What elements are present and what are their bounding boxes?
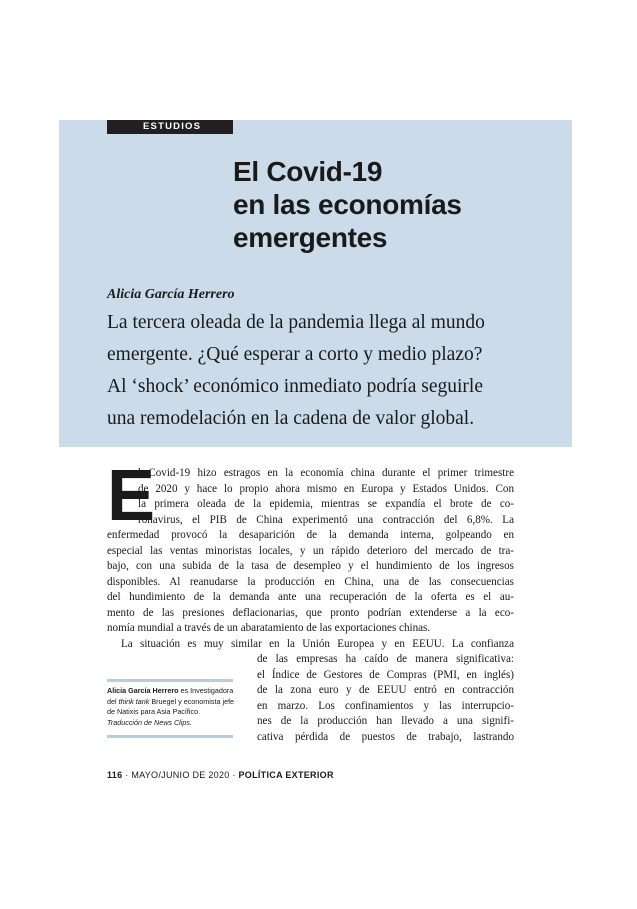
body-line: mento de las presiones deflacionarias, que pronto podrían extenderse a la eco- [107, 606, 514, 619]
bio-think-tank: think tank [118, 696, 150, 706]
article-title [233, 155, 563, 254]
title-line: El Covid-19 [233, 156, 383, 187]
issue-date: · MAYO/JUNIO DE 2020 · [122, 770, 239, 780]
title-line: emergentes [233, 222, 388, 253]
translation-credit: Traducción de News Clips. [107, 717, 192, 727]
body-line: La situación es muy similar en la Unión Europea y en EEUU. La confianza [121, 637, 514, 650]
section-tag: ESTUDIOS [107, 120, 233, 134]
body-line: disponibles. Al reanudarse la producción en China, una de las consecuencias [107, 575, 514, 588]
sidebar-rule-bottom [107, 735, 233, 738]
lede-line: Al ‘shock’ económico inmediato podría seguirle [107, 376, 483, 397]
body-line: enfermedad provocó la desaparición de la demanda interna, golpeando en [107, 529, 514, 541]
body-line: de 2020 y hace lo propio ahora mismo en Europa y Estados Unidos. Con [138, 482, 514, 495]
body-line: el Índice de Gestores de Compras (PMI, en inglés) [257, 668, 514, 681]
body-line: en marzo. Los confinamientos y las interrupcio- [257, 699, 514, 712]
lede-line: emergente. ¿Qué esperar a corto y medio plazo? [107, 344, 483, 365]
drop-cap: E [107, 456, 156, 536]
body-line: ronavirus, el PIB de China experimentó una contracción del 6,8%. La [138, 513, 514, 526]
bio-text: Bruegel y economista jefe de Natixis para Asia Pacífico. [107, 696, 235, 716]
magazine-name: POLÍTICA EXTERIOR [238, 770, 334, 780]
body-line: cativa pérdida de puestos de trabajo, lastrando [257, 730, 514, 743]
body-line: de las empresas ha caído de manera significativa: [257, 653, 514, 665]
body-line: nomía mundial a través de un abaratamiento de las exportaciones chinas. [107, 622, 431, 634]
sidebar-rule-top [107, 679, 233, 682]
body-line: del hundimiento de la demanda ante una recuperación de la oferta es el au- [107, 591, 514, 603]
body-line: l Covid-19 hizo estragos en la economía china durante el primer trimestre [138, 467, 514, 479]
article-lede [107, 307, 567, 435]
page-number: 116 [107, 770, 123, 780]
lede-line: La tercera oleada de la pandemia llega al mundo [107, 312, 485, 333]
lede-line: una remodelación en la cadena de valor global. [107, 408, 475, 429]
body-line: bajo, con una subida de la tasa de desempleo y el hundimiento de los ingresos [107, 560, 514, 572]
body-line: de la zona euro y de EEUU entró en contracción [257, 684, 514, 696]
author-name: Alicia García Herrero [107, 287, 235, 302]
author-bio-box [107, 686, 237, 728]
body-line: la primera oleada de la epidemia, mientras se expandía el brote de co- [138, 498, 514, 510]
body-line: nes de la producción han llevado a una signifi- [257, 715, 514, 727]
title-line: en las economías [233, 189, 462, 220]
bio-author-name: Alicia García Herrero [107, 686, 179, 695]
body-line: especial las ventas minoristas locales, y un rápido deterioro del mercado de tra- [107, 544, 514, 557]
bio-text: es Investigadora del [107, 686, 234, 706]
page-footer [107, 770, 334, 780]
